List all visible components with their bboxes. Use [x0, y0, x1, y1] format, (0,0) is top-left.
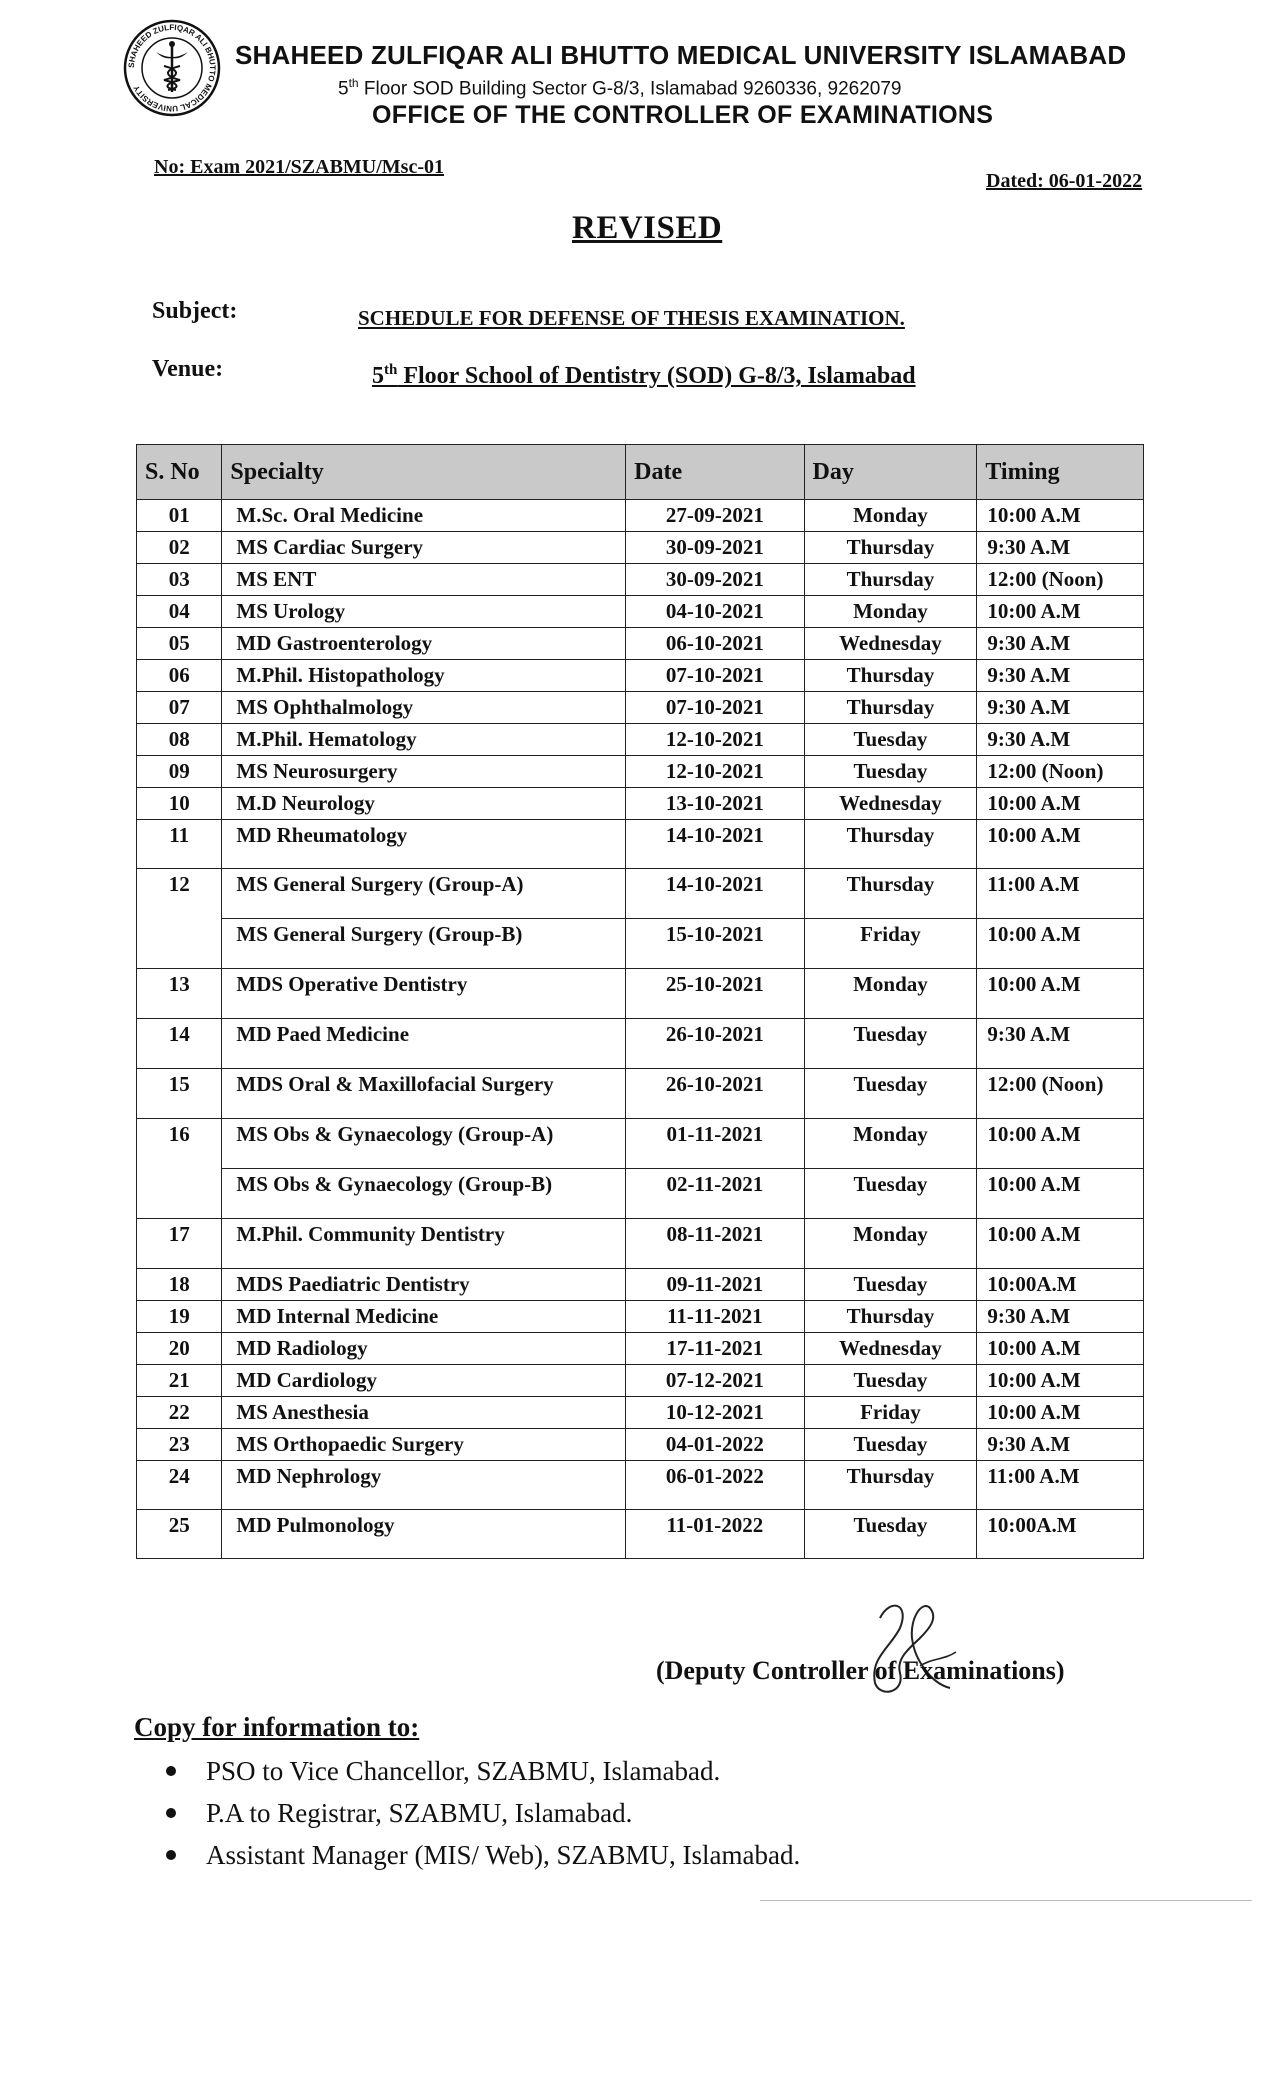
cell-specialty: MD Paed Medicine: [222, 1019, 626, 1069]
table-header-row: [137, 445, 1144, 500]
cell-sno: 03: [137, 564, 222, 596]
cell-specialty: MD Rheumatology: [222, 820, 626, 869]
table-row: [137, 1019, 1144, 1069]
cell-timing: 10:00A.M: [977, 1510, 1144, 1559]
cell-day: Tuesday: [804, 1069, 977, 1119]
cell-date: 26-10-2021: [626, 1019, 804, 1069]
cell-timing: 10:00 A.M: [977, 1333, 1144, 1365]
cell-specialty: M.D Neurology: [222, 788, 626, 820]
university-address: 5th Floor SOD Building Sector G-8/3, Islamabad 9260336, 9262079: [338, 76, 902, 100]
cell-sno: [137, 919, 222, 969]
cell-sno: 23: [137, 1429, 222, 1461]
cell-date: 14-10-2021: [626, 869, 804, 919]
cell-timing: 10:00 A.M: [977, 1397, 1144, 1429]
cell-sno: 14: [137, 1019, 222, 1069]
cell-sno: 18: [137, 1269, 222, 1301]
cell-timing: 9:30 A.M: [977, 1019, 1144, 1069]
cell-date: 06-01-2022: [626, 1461, 804, 1510]
cell-date: 12-10-2021: [626, 724, 804, 756]
cell-date: 26-10-2021: [626, 1069, 804, 1119]
cell-date: 15-10-2021: [626, 919, 804, 969]
cell-specialty: M.Phil. Community Dentistry: [222, 1219, 626, 1269]
table-row: [137, 1169, 1144, 1219]
cell-day: Wednesday: [804, 1333, 977, 1365]
cell-timing: 9:30 A.M: [977, 692, 1144, 724]
cell-timing: 9:30 A.M: [977, 628, 1144, 660]
cell-specialty: MS Obs & Gynaecology (Group-B): [222, 1169, 626, 1219]
cell-day: Tuesday: [804, 1365, 977, 1397]
table-row: [137, 820, 1144, 869]
cell-date: 07-10-2021: [626, 660, 804, 692]
table-row: [137, 1365, 1144, 1397]
cell-sno: 19: [137, 1301, 222, 1333]
cell-timing: 9:30 A.M: [977, 532, 1144, 564]
cell-day: Thursday: [804, 1461, 977, 1510]
cell-timing: 9:30 A.M: [977, 724, 1144, 756]
cell-specialty: MS Anesthesia: [222, 1397, 626, 1429]
cell-day: Wednesday: [804, 788, 977, 820]
cell-sno: 21: [137, 1365, 222, 1397]
table-row: [137, 1461, 1144, 1510]
cell-date: 11-01-2022: [626, 1510, 804, 1559]
table-row: [137, 1429, 1144, 1461]
table-row: [137, 724, 1144, 756]
cell-day: Monday: [804, 500, 977, 532]
cell-day: Tuesday: [804, 1269, 977, 1301]
table-row: [137, 919, 1144, 969]
cell-timing: 10:00 A.M: [977, 1219, 1144, 1269]
cell-day: Monday: [804, 1219, 977, 1269]
cell-specialty: MS Orthopaedic Surgery: [222, 1429, 626, 1461]
cell-timing: 9:30 A.M: [977, 660, 1144, 692]
office-title: OFFICE OF THE CONTROLLER OF EXAMINATIONS: [372, 101, 994, 129]
table-row: [137, 692, 1144, 724]
cell-sno: 20: [137, 1333, 222, 1365]
cell-sno: 02: [137, 532, 222, 564]
cell-sno: [137, 1169, 222, 1219]
cell-specialty: MS Obs & Gynaecology (Group-A): [222, 1119, 626, 1169]
cell-day: Monday: [804, 1119, 977, 1169]
column-header-date: Date: [626, 445, 804, 500]
copy-to-heading: Copy for information to:: [134, 1712, 420, 1742]
cell-specialty: MS Neurosurgery: [222, 756, 626, 788]
table-row: [137, 1119, 1144, 1169]
cell-date: 04-01-2022: [626, 1429, 804, 1461]
list-item: Assistant Manager (MIS/ Web), SZABMU, Islamabad.: [160, 1834, 800, 1876]
cell-specialty: MS General Surgery (Group-B): [222, 919, 626, 969]
university-seal-logo: [122, 18, 222, 118]
cell-sno: 05: [137, 628, 222, 660]
cell-timing: 10:00 A.M: [977, 919, 1144, 969]
cell-date: 06-10-2021: [626, 628, 804, 660]
signature-mark: [860, 1588, 970, 1708]
cell-day: Wednesday: [804, 628, 977, 660]
table-row: [137, 596, 1144, 628]
cell-sno: 08: [137, 724, 222, 756]
cell-timing: 10:00 A.M: [977, 820, 1144, 869]
cell-day: Thursday: [804, 820, 977, 869]
cell-sno: 25: [137, 1510, 222, 1559]
table-row: [137, 500, 1144, 532]
cell-date: 02-11-2021: [626, 1169, 804, 1219]
cell-sno: 16: [137, 1119, 222, 1169]
cell-specialty: MDS Paediatric Dentistry: [222, 1269, 626, 1301]
column-header-sno: S. No: [137, 445, 222, 500]
subject-label: Subject:: [152, 298, 238, 324]
cell-timing: 11:00 A.M: [977, 1461, 1144, 1510]
cell-day: Monday: [804, 596, 977, 628]
cell-date: 13-10-2021: [626, 788, 804, 820]
venue-value: 5th Floor School of Dentistry (SOD) G-8/3, Islamabad: [372, 362, 916, 389]
cell-day: Thursday: [804, 660, 977, 692]
cell-specialty: MD Nephrology: [222, 1461, 626, 1510]
cell-specialty: M.Phil. Hematology: [222, 724, 626, 756]
cell-date: 25-10-2021: [626, 969, 804, 1019]
table-row: [137, 1397, 1144, 1429]
cell-day: Tuesday: [804, 1169, 977, 1219]
cell-day: Friday: [804, 1397, 977, 1429]
cell-timing: 10:00A.M: [977, 1269, 1144, 1301]
table-row: [137, 1510, 1144, 1559]
column-header-specialty: Specialty: [222, 445, 626, 500]
cell-sno: 13: [137, 969, 222, 1019]
cell-day: Monday: [804, 969, 977, 1019]
table-row: [137, 628, 1144, 660]
cell-specialty: M.Phil. Histopathology: [222, 660, 626, 692]
cell-timing: 10:00 A.M: [977, 788, 1144, 820]
cell-sno: 01: [137, 500, 222, 532]
cell-timing: 10:00 A.M: [977, 500, 1144, 532]
cell-timing: 10:00 A.M: [977, 969, 1144, 1019]
cell-sno: 11: [137, 820, 222, 869]
table-row: [137, 660, 1144, 692]
cell-timing: 10:00 A.M: [977, 1169, 1144, 1219]
cell-date: 01-11-2021: [626, 1119, 804, 1169]
table-row: [137, 969, 1144, 1019]
table-row: [137, 532, 1144, 564]
cell-specialty: MDS Oral & Maxillofacial Surgery: [222, 1069, 626, 1119]
table-row: [137, 788, 1144, 820]
cell-date: 08-11-2021: [626, 1219, 804, 1269]
cell-day: Tuesday: [804, 1019, 977, 1069]
cell-specialty: MD Radiology: [222, 1333, 626, 1365]
list-item: P.A to Registrar, SZABMU, Islamabad.: [160, 1792, 800, 1834]
table-row: [137, 869, 1144, 919]
table-row: [137, 1333, 1144, 1365]
cell-date: 12-10-2021: [626, 756, 804, 788]
cell-specialty: MD Gastroenterology: [222, 628, 626, 660]
svg-text:SHAHEED ZULFIQAR ALI BHUTTO ME: SHAHEED ZULFIQAR ALI BHUTTO MEDICAL UNIVERSITY: [126, 22, 218, 114]
cell-sno: 07: [137, 692, 222, 724]
cell-sno: 22: [137, 1397, 222, 1429]
subject-value: SCHEDULE FOR DEFENSE OF THESIS EXAMINATION.: [358, 306, 905, 330]
column-header-day: Day: [804, 445, 977, 500]
cell-day: Tuesday: [804, 1429, 977, 1461]
column-header-timing: Timing: [977, 445, 1144, 500]
cell-timing: 10:00 A.M: [977, 596, 1144, 628]
footer-divider: [760, 1900, 1252, 1901]
cell-day: Thursday: [804, 692, 977, 724]
cell-specialty: MS Ophthalmology: [222, 692, 626, 724]
table-row: [137, 1219, 1144, 1269]
table-row: [137, 1269, 1144, 1301]
cell-date: 30-09-2021: [626, 532, 804, 564]
cell-timing: 12:00 (Noon): [977, 756, 1144, 788]
cell-day: Tuesday: [804, 756, 977, 788]
signatory-title: (Deputy Controller of Examinations): [656, 1656, 1065, 1685]
table-row: [137, 1301, 1144, 1333]
cell-sno: 10: [137, 788, 222, 820]
cell-date: 11-11-2021: [626, 1301, 804, 1333]
cell-specialty: MS General Surgery (Group-A): [222, 869, 626, 919]
cell-specialty: MD Pulmonology: [222, 1510, 626, 1559]
table-row: [137, 756, 1144, 788]
cell-sno: 06: [137, 660, 222, 692]
document-date: Dated: 06-01-2022: [986, 170, 1143, 192]
cell-day: Tuesday: [804, 724, 977, 756]
copy-to-list: [160, 1750, 800, 1876]
cell-sno: 04: [137, 596, 222, 628]
cell-timing: 10:00 A.M: [977, 1119, 1144, 1169]
cell-day: Thursday: [804, 869, 977, 919]
cell-timing: 12:00 (Noon): [977, 1069, 1144, 1119]
cell-date: 17-11-2021: [626, 1333, 804, 1365]
cell-timing: 9:30 A.M: [977, 1301, 1144, 1333]
cell-specialty: M.Sc. Oral Medicine: [222, 500, 626, 532]
cell-sno: 15: [137, 1069, 222, 1119]
cell-specialty: MD Internal Medicine: [222, 1301, 626, 1333]
cell-day: Tuesday: [804, 1510, 977, 1559]
cell-sno: 09: [137, 756, 222, 788]
cell-day: Thursday: [804, 532, 977, 564]
cell-specialty: MD Cardiology: [222, 1365, 626, 1397]
cell-date: 10-12-2021: [626, 1397, 804, 1429]
cell-timing: 10:00 A.M: [977, 1365, 1144, 1397]
cell-date: 07-12-2021: [626, 1365, 804, 1397]
venue-label: Venue:: [152, 356, 224, 382]
cell-timing: 11:00 A.M: [977, 869, 1144, 919]
table-row: [137, 1069, 1144, 1119]
cell-date: 07-10-2021: [626, 692, 804, 724]
cell-date: 04-10-2021: [626, 596, 804, 628]
cell-timing: 12:00 (Noon): [977, 564, 1144, 596]
cell-date: 27-09-2021: [626, 500, 804, 532]
cell-day: Friday: [804, 919, 977, 969]
cell-date: 14-10-2021: [626, 820, 804, 869]
cell-day: Thursday: [804, 1301, 977, 1333]
cell-specialty: MS Urology: [222, 596, 626, 628]
cell-sno: 24: [137, 1461, 222, 1510]
cell-sno: 12: [137, 869, 222, 919]
table-row: [137, 564, 1144, 596]
cell-date: 09-11-2021: [626, 1269, 804, 1301]
schedule-table: [136, 444, 1144, 1559]
university-name: SHAHEED ZULFIQAR ALI BHUTTO MEDICAL UNIVERSITY ISLAMABAD: [235, 40, 1127, 70]
notice-title: REVISED: [572, 210, 723, 246]
cell-specialty: MDS Operative Dentistry: [222, 969, 626, 1019]
cell-sno: 17: [137, 1219, 222, 1269]
cell-date: 30-09-2021: [626, 564, 804, 596]
list-item: PSO to Vice Chancellor, SZABMU, Islamabad.: [160, 1750, 800, 1792]
cell-specialty: MS Cardiac Surgery: [222, 532, 626, 564]
cell-timing: 9:30 A.M: [977, 1429, 1144, 1461]
cell-specialty: MS ENT: [222, 564, 626, 596]
cell-day: Thursday: [804, 564, 977, 596]
reference-number: No: Exam 2021/SZABMU/Msc-01: [154, 156, 444, 178]
